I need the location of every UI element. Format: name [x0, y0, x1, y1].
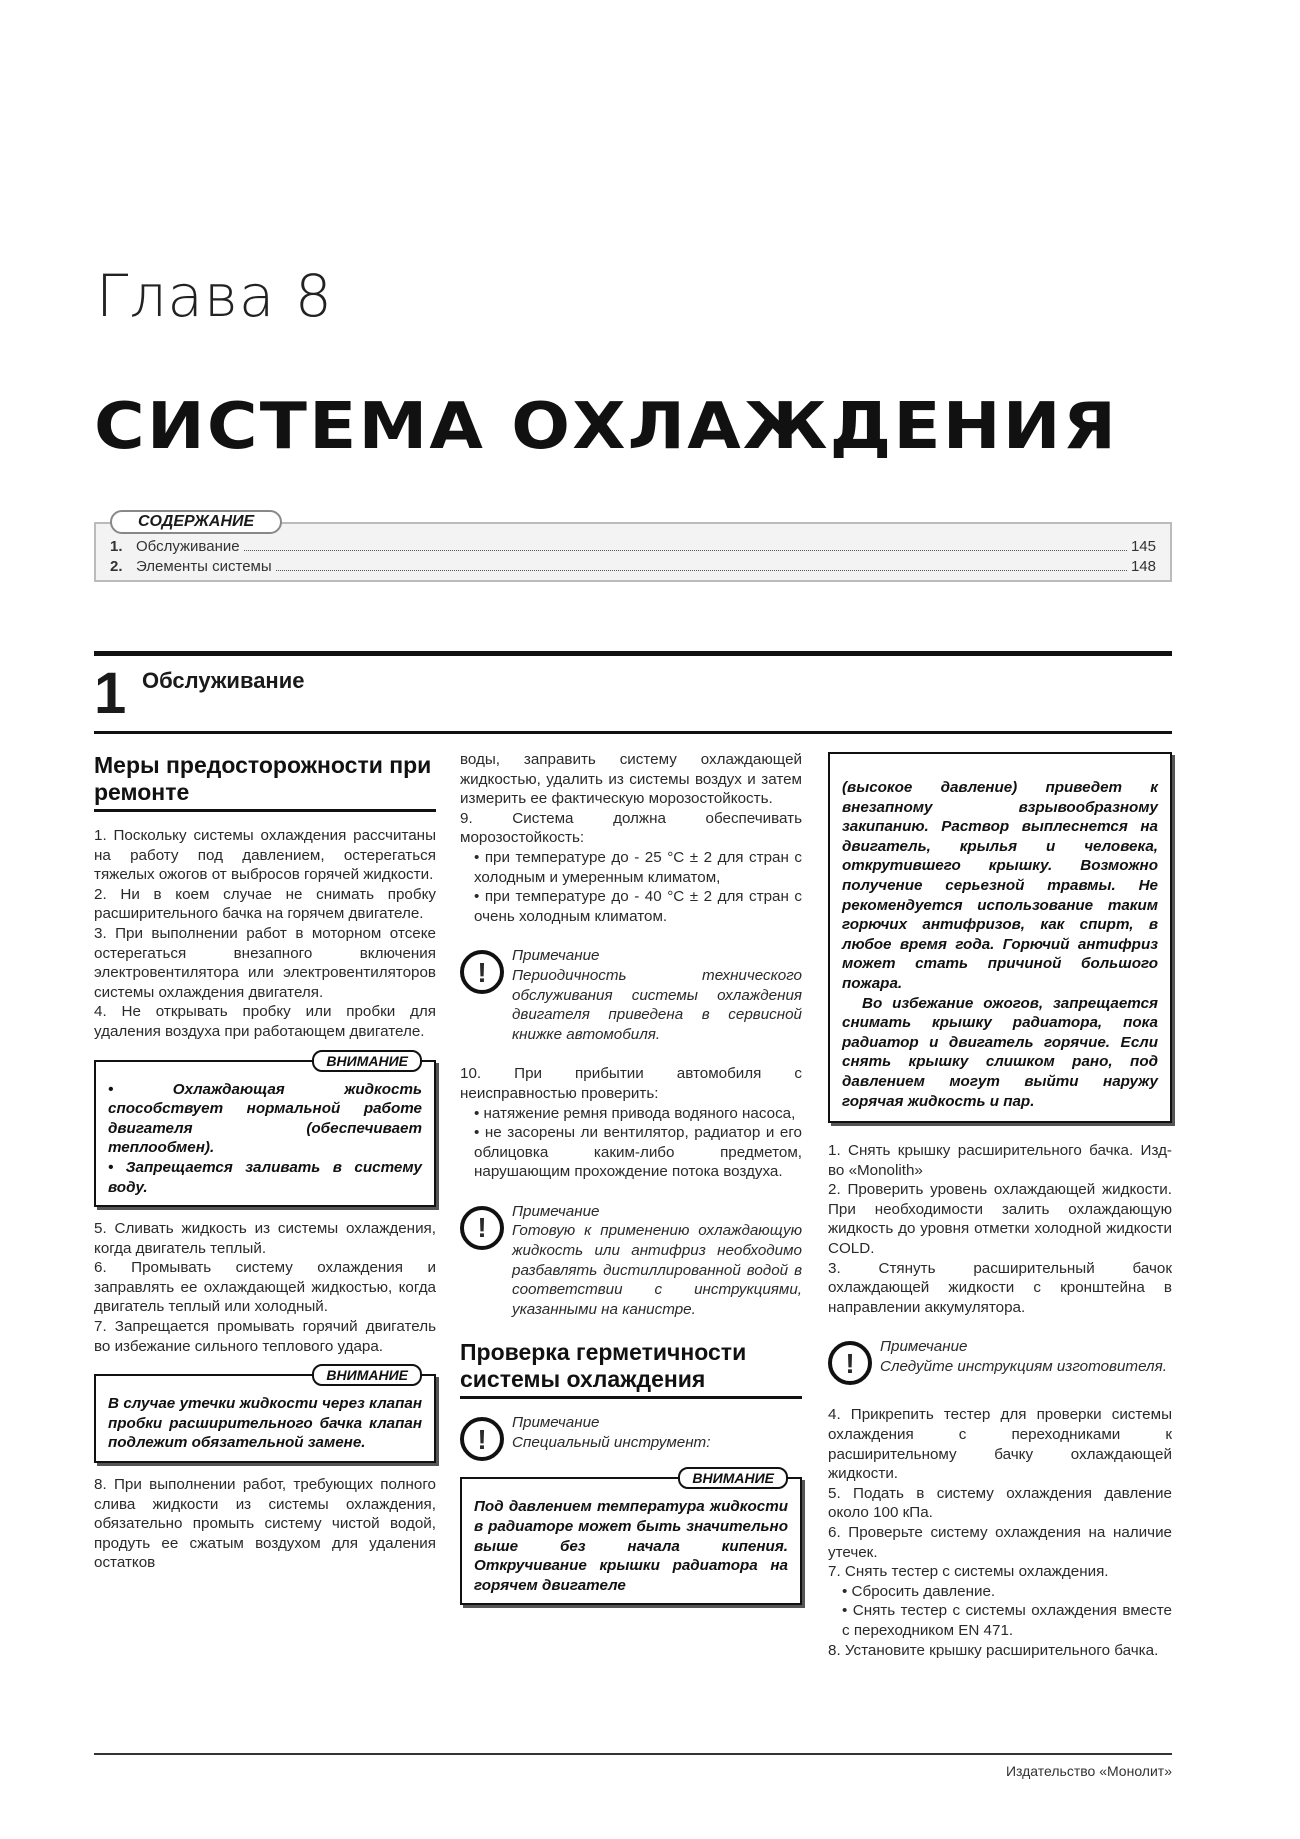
subsection-heading: Проверка герметичности системы охлаждения [460, 1339, 802, 1399]
warning-text: • Запрещается заливать в систему воду. [108, 1158, 422, 1196]
note-text: Готовую к применению охлаждающую жидкость или антифриз необходимо разбавлять дистиллированной водой в соответствии с инструкциями, указанными на канистре. [512, 1222, 802, 1318]
warning-box-continued [828, 752, 1172, 1123]
warning-text: Под давлением температура жидкости в радиаторе может быть значительно выше без начала кипения. Откручивание крышки радиатора на горячем двигателе [474, 1498, 788, 1594]
paragraph: 7. Снять тестер с системы охлаждения. [828, 1563, 1109, 1581]
warning-box [460, 1470, 802, 1605]
toc-num: 1. [110, 538, 123, 555]
section-rule-bottom [94, 731, 1172, 734]
warning-tag: ВНИМАНИЕ [678, 1467, 788, 1489]
column-3 [828, 752, 1172, 1660]
subsection-heading: Меры предосторожности при ремонте [94, 752, 436, 812]
exclamation-icon: ! [460, 1206, 504, 1250]
paragraph: 10. При прибытии автомобиля с неисправностью проверить: [460, 1065, 802, 1102]
warning-text: Во избежание ожогов, запрещается снимать крышку радиатора, пока радиатор и двигатель горячие. Если снять крышку слишком рано, под давлением могут выйти наружу горячая жидкость и пар. [842, 994, 1158, 1110]
note-title: Примечание [880, 1338, 968, 1356]
paragraph: 3. Стянуть расширительный бачок охлаждающей жидкости с кронштейна в направлении аккумулятора. [828, 1259, 1172, 1316]
paragraph: 2. Проверить уровень охлаждающей жидкости. При необходимости залить охлаждающую жидкость до уровня отметки холодной жидкости COLD. [828, 1181, 1172, 1258]
paragraph: 5. Сливать жидкость из системы охлаждения, когда двигатель теплый. [94, 1220, 436, 1257]
column-2 [460, 750, 802, 1605]
warning-box [94, 1052, 436, 1208]
toc-row[interactable] [110, 558, 1156, 575]
toc-leader [276, 558, 1127, 571]
section-title: Обслуживание [142, 668, 305, 693]
paragraph: 4. Не открывать пробку или пробки для удаления воздуха при работающем двигателе. [94, 1003, 436, 1040]
toc-text: Элементы системы [136, 558, 272, 575]
note-title: Примечание [512, 1202, 600, 1220]
chapter-title: СИСТЕМА ОХЛАЖДЕНИЯ [94, 390, 1119, 464]
paragraph: 8. При выполнении работ, требующих полного слива жидкости из системы охлаждения, обязательно промыть систему чистой водой, продуть ее сжатым воздухом для удаления остатков [94, 1476, 436, 1572]
warning-text: (высокое давление) приведет к внезапному взрывообразному закипанию. Раствор выплеснется на двигатель, крылья и человека, открутившего крышку. Возможно получение серьезной травмы. Не рекомендуется использование таким горючих антифризов, как спирт, в любое время года. Горючий антифриз может стать причиной большого пожара. [842, 779, 1158, 992]
note-text: Периодичность технического обслуживания системы охлаждения двигателя приведена в сервисной книжке автомобиля. [512, 966, 802, 1043]
bullet: • при температуре до - 40 °С ± 2 для стран с очень холодным климатом. [474, 888, 802, 925]
bullet: • при температуре до - 25 °С ± 2 для стран с холодным и умеренным климатом, [474, 848, 802, 886]
note-text: Следуйте инструкциям изготовителя. [880, 1358, 1167, 1376]
toc-page: 148 [1130, 558, 1156, 575]
bullet: • не засорены ли вентилятор, радиатор и его облицовка каким-либо предметом, нарушающим прохождение потока воздуха. [474, 1124, 802, 1181]
paragraph: 4. Прикрепить тестер для проверки системы охлаждения с переходниками к расширительному бачку охлаждающей жидкости. [828, 1406, 1172, 1483]
column-1 [94, 752, 436, 1573]
warning-text: • Охлаждающая жидкость способствует нормальной работе двигателя (обеспечивает теплообмен). [108, 1080, 422, 1157]
warning-text: В случае утечки жидкости через клапан пробки расширительного бачка клапан подлежит обязательной замене. [108, 1395, 422, 1452]
paragraph: воды, заправить систему охлаждающей жидкостью, удалить из системы воздух и затем измерить ее фактическую морозостойкость. [460, 751, 802, 808]
bullet: • Сбросить давление. [842, 1582, 996, 1600]
paragraph: 1. Снять крышку расширительного бачка. Изд-во «Monolith» [828, 1142, 1172, 1179]
toc-num: 2. [110, 558, 123, 575]
paragraph: 6. Промывать систему охлаждения и заправлять ее охлаждающей жидкостью, когда двигатель теплый или холодный. [94, 1259, 436, 1316]
paragraph: 3. При выполнении работ в моторном отсеке остерегаться внезапного включения электровентилятора или электровентиляторов системы охлаждения двигателя. [94, 924, 436, 1001]
bullet: • Снять тестер с системы охлаждения вместе с переходником EN 471. [842, 1602, 1172, 1639]
toc-row[interactable] [110, 538, 1156, 555]
note [460, 946, 802, 1044]
footer-rule [94, 1753, 1172, 1755]
paragraph: 5. Подать в систему охлаждения давление около 100 кПа. [828, 1484, 1172, 1522]
note-text: Специальный инструмент: [512, 1434, 711, 1452]
section-rule-top [94, 651, 1172, 656]
toc-label: СОДЕРЖАНИЕ [110, 510, 282, 534]
warning-tag: ВНИМАНИЕ [312, 1050, 422, 1072]
note [828, 1337, 1172, 1385]
toc-text: Обслуживание [136, 538, 240, 555]
table-of-contents [94, 513, 1172, 582]
paragraph: 9. Система должна обеспечивать морозостойкость: [460, 809, 802, 847]
warning-tag: ВНИМАНИЕ [312, 1364, 422, 1386]
exclamation-icon: ! [460, 950, 504, 994]
note-title: Примечание [512, 947, 600, 965]
toc-leader [244, 538, 1127, 551]
toc-page: 145 [1130, 538, 1156, 555]
exclamation-icon: ! [828, 1341, 872, 1385]
note-title: Примечание [512, 1414, 600, 1432]
chapter-number: Глава 8 [96, 262, 333, 330]
bullet: • натяжение ремня привода водяного насоса, [474, 1104, 796, 1122]
paragraph: 8. Установите крышку расширительного бачка. [828, 1641, 1159, 1659]
paragraph: 2. Ни в коем случае не снимать пробку расширительного бачка на горячем двигателе. [94, 885, 436, 923]
exclamation-icon: ! [460, 1417, 504, 1461]
paragraph: 7. Запрещается промывать горячий двигатель во избежание сильного теплового удара. [94, 1318, 436, 1355]
note [460, 1202, 802, 1320]
paragraph: 6. Проверьте систему охлаждения на наличие утечек. [828, 1524, 1172, 1561]
warning-box [94, 1367, 436, 1463]
publisher-footer: Издательство «Монолит» [1005, 1763, 1172, 1779]
section-number: 1 [94, 661, 127, 726]
note [460, 1413, 802, 1461]
paragraph: 1. Поскольку системы охлаждения рассчитаны на работу под давлением, остерегаться тяжелых ожогов от выбросов горячей жидкости. [94, 827, 436, 884]
